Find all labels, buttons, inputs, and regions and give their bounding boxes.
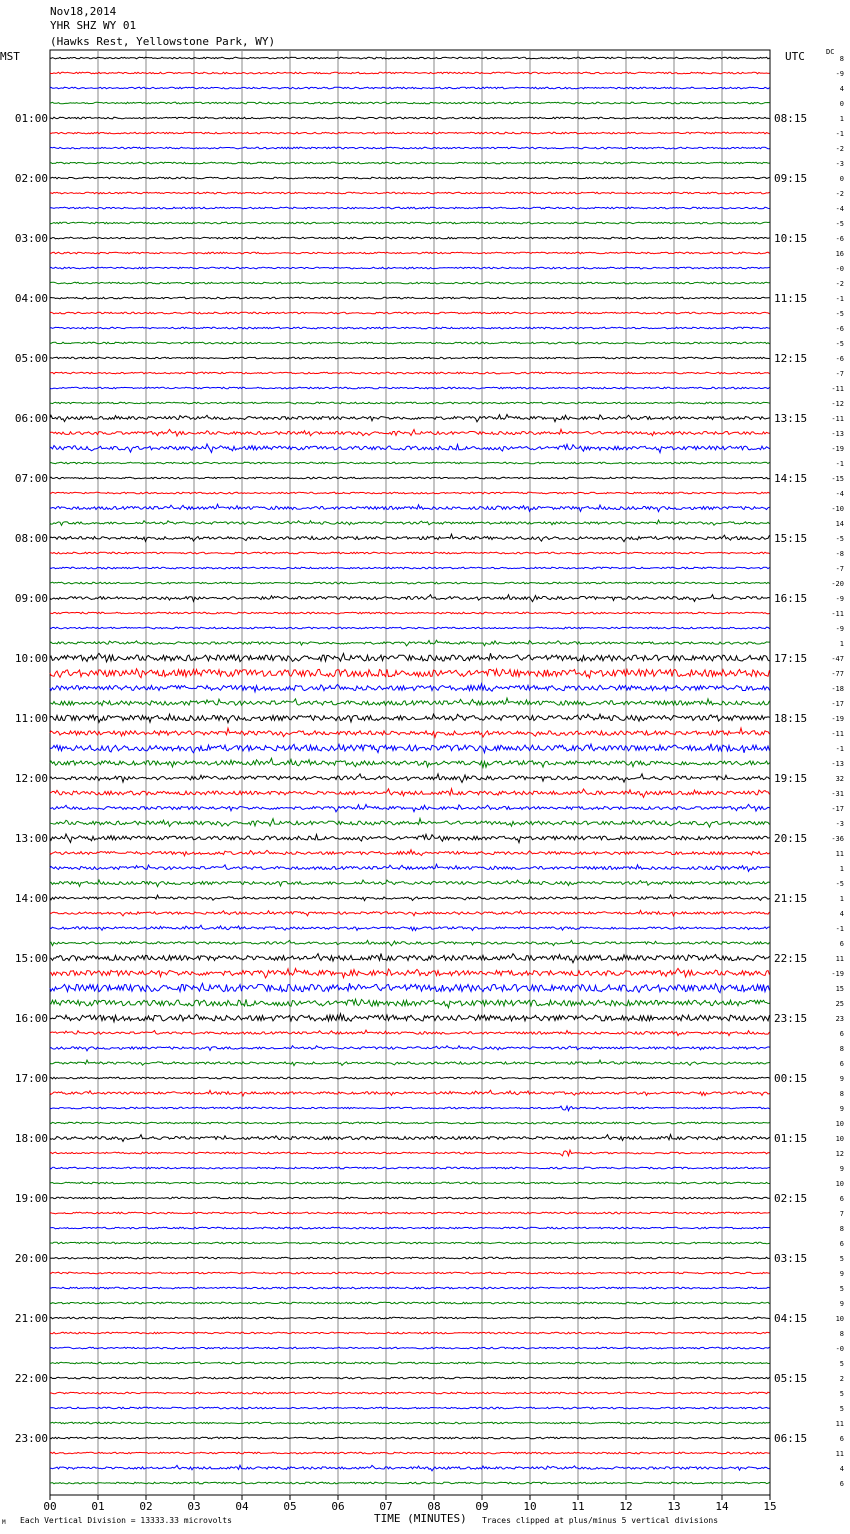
local-hour-label: 21:00 <box>14 1312 48 1325</box>
dc-offset-label: -20 <box>831 580 844 588</box>
dc-offset-label: 23 <box>835 1015 844 1023</box>
seismogram-trace <box>50 1347 770 1349</box>
dc-offset-label: 1 <box>839 640 844 648</box>
seismogram-trace <box>50 1046 770 1051</box>
utc-hour-label: 10:15 <box>774 232 808 245</box>
dc-offset-label: -19 <box>831 715 844 723</box>
dc-offset-label: 6 <box>839 1195 844 1203</box>
local-hour-label: 13:00 <box>14 832 48 845</box>
utc-hour-label: 18:15 <box>774 712 808 725</box>
dc-offset-label: 0 <box>839 175 844 183</box>
utc-hour-label: 13:15 <box>774 412 808 425</box>
dc-offset-label: 10 <box>835 1120 844 1128</box>
dc-offset-label: 6 <box>839 940 844 948</box>
dc-offset-label: -7 <box>835 565 844 573</box>
seismogram-trace <box>50 297 770 299</box>
utc-hour-label: 05:15 <box>774 1372 808 1385</box>
dc-offset-label: -1 <box>835 460 844 468</box>
seismogram-trace <box>50 1135 770 1142</box>
dc-offset-label: 9 <box>839 1075 844 1083</box>
seismogram-trace <box>50 1362 770 1364</box>
utc-hour-label: 04:15 <box>774 1312 808 1325</box>
dc-offset-label: -11 <box>831 415 844 423</box>
dc-offset-label: -5 <box>835 310 844 318</box>
seismogram-trace <box>50 222 770 224</box>
dc-offset-label: 10 <box>835 1180 844 1188</box>
seismogram-trace <box>50 414 770 421</box>
seismogram-trace <box>50 1437 770 1439</box>
x-tick-label: 06 <box>331 1500 345 1513</box>
dc-offset-label: -47 <box>831 655 844 663</box>
dc-offset-label: 8 <box>839 55 844 63</box>
seismogram-trace <box>50 477 770 479</box>
seismogram-trace <box>50 880 770 887</box>
seismogram-trace <box>50 968 770 978</box>
dc-offset-label: 8 <box>839 1225 844 1233</box>
local-hour-label: 10:00 <box>14 652 48 665</box>
dc-offset-label: -11 <box>831 610 844 618</box>
seismogram-trace <box>50 387 770 389</box>
seismogram-trace <box>50 1332 770 1334</box>
seismogram-trace <box>50 940 770 945</box>
seismogram-trace <box>50 534 770 542</box>
seismogram-trace <box>50 627 770 629</box>
x-tick-label: 01 <box>91 1500 105 1513</box>
dc-offset-label: 6 <box>839 1030 844 1038</box>
dc-offset-label: -6 <box>835 235 844 243</box>
seismogram-trace <box>50 1150 770 1156</box>
seismogram-trace <box>50 192 770 194</box>
dc-offset-label: -1 <box>835 745 844 753</box>
seismogram-trace <box>50 147 770 149</box>
dc-offset-header: DC <box>826 48 835 56</box>
x-tick-label: 12 <box>619 1500 633 1513</box>
dc-offset-label: 16 <box>835 250 844 258</box>
local-hour-label: 09:00 <box>14 592 48 605</box>
dc-offset-label: -5 <box>835 220 844 228</box>
seismogram-trace <box>50 372 770 374</box>
seismogram-trace <box>50 1227 770 1229</box>
x-tick-label: 10 <box>523 1500 537 1513</box>
dc-offset-label: -18 <box>831 685 844 693</box>
seismogram-trace <box>50 312 770 314</box>
seismogram-trace <box>50 72 770 74</box>
x-tick-label: 13 <box>667 1500 681 1513</box>
utc-hour-label: 17:15 <box>774 652 808 665</box>
utc-hour-label: 03:15 <box>774 1252 808 1265</box>
dc-offset-label: -77 <box>831 670 844 678</box>
dc-offset-label: 15 <box>835 985 844 993</box>
seismogram-trace <box>50 669 770 678</box>
local-hour-label: 23:00 <box>14 1432 48 1445</box>
seismogram-trace <box>50 925 770 930</box>
seismogram-trace <box>50 954 770 963</box>
dc-offset-label: -1 <box>835 925 844 933</box>
dc-offset-label: -3 <box>835 820 844 828</box>
dc-offset-label: -5 <box>835 880 844 888</box>
dc-offset-label: -8 <box>835 550 844 558</box>
seismogram-trace <box>50 910 770 916</box>
dc-offset-label: -7 <box>835 370 844 378</box>
dc-offset-label: 11 <box>835 850 844 858</box>
seismogram-trace <box>50 864 770 871</box>
dc-offset-label: -36 <box>831 835 844 843</box>
dc-offset-label: -0 <box>835 265 844 273</box>
dc-offset-label: -1 <box>835 130 844 138</box>
seismogram-trace <box>50 804 770 811</box>
seismogram-trace <box>50 612 770 614</box>
seismogram-trace <box>50 653 770 662</box>
plot-frame <box>50 50 770 1495</box>
seismogram-trace <box>50 117 770 119</box>
seismogram-trace <box>50 402 770 404</box>
dc-offset-label: 11 <box>835 1450 844 1458</box>
seismogram-trace <box>50 57 770 59</box>
utc-hour-label: 12:15 <box>774 352 808 365</box>
dc-offset-label: 32 <box>835 775 844 783</box>
seismogram-trace <box>50 132 770 134</box>
x-tick-label: 14 <box>715 1500 729 1513</box>
dc-offset-label: 9 <box>839 1270 844 1278</box>
seismogram-trace <box>50 1077 770 1079</box>
utc-hour-label: 23:15 <box>774 1012 808 1025</box>
dc-offset-label: 5 <box>839 1255 844 1263</box>
seismogram-trace <box>50 504 770 511</box>
seismogram-trace <box>50 444 770 453</box>
seismogram-trace <box>50 1422 770 1424</box>
seismogram-trace <box>50 1392 770 1394</box>
seismogram-trace <box>50 342 770 344</box>
dc-offset-label: 5 <box>839 1390 844 1398</box>
utc-hour-label: 20:15 <box>774 832 808 845</box>
dc-offset-label: 9 <box>839 1300 844 1308</box>
local-hour-label: 22:00 <box>14 1372 48 1385</box>
seismogram-trace <box>50 983 770 993</box>
utc-hour-label: 15:15 <box>774 532 808 545</box>
dc-offset-label: 5 <box>839 1405 844 1413</box>
seismogram-trace <box>50 999 770 1008</box>
seismogram-trace <box>50 1272 770 1274</box>
dc-offset-label: -11 <box>831 385 844 393</box>
dc-offset-label: 8 <box>839 1330 844 1338</box>
dc-offset-label: 10 <box>835 1135 844 1143</box>
local-hour-label: 11:00 <box>14 712 48 725</box>
utc-hour-label: 16:15 <box>774 592 808 605</box>
local-hour-label: 12:00 <box>14 772 48 785</box>
seismogram-trace <box>50 520 770 525</box>
x-tick-label: 00 <box>43 1500 57 1513</box>
local-hour-label: 07:00 <box>14 472 48 485</box>
seismogram-trace <box>50 237 770 239</box>
seismogram-trace <box>50 282 770 284</box>
local-hour-label: 19:00 <box>14 1192 48 1205</box>
seismogram-trace <box>50 728 770 737</box>
dc-offset-label: -1 <box>835 295 844 303</box>
local-hour-label: 03:00 <box>14 232 48 245</box>
dc-offset-label: -11 <box>831 730 844 738</box>
seismogram-trace <box>50 1407 770 1409</box>
local-hour-label: 15:00 <box>14 952 48 965</box>
seismogram-trace <box>50 1122 770 1124</box>
dc-offset-label: 5 <box>839 1285 844 1293</box>
utc-hour-label: 21:15 <box>774 892 808 905</box>
dc-offset-label: 6 <box>839 1435 844 1443</box>
clip-note: Traces clipped at plus/minus 5 vertical divisions <box>482 1516 719 1525</box>
seismogram-trace <box>50 87 770 89</box>
x-tick-label: 03 <box>187 1500 201 1513</box>
local-hour-label: 16:00 <box>14 1012 48 1025</box>
dc-offset-label: 6 <box>839 1060 844 1068</box>
x-tick-label: 15 <box>763 1500 777 1513</box>
dc-offset-label: 6 <box>839 1480 844 1488</box>
dc-offset-label: 25 <box>835 1000 844 1008</box>
dc-offset-label: -12 <box>831 400 844 408</box>
dc-offset-label: -9 <box>835 625 844 633</box>
seismogram-trace <box>50 252 770 254</box>
utc-hour-label: 09:15 <box>774 172 808 185</box>
dc-offset-label: -0 <box>835 1345 844 1353</box>
seismogram-trace <box>50 595 770 602</box>
local-hour-label: 05:00 <box>14 352 48 365</box>
dc-offset-label: 12 <box>835 1150 844 1158</box>
dc-offset-label: 1 <box>839 115 844 123</box>
x-tick-label: 02 <box>139 1500 153 1513</box>
dc-offset-label: 5 <box>839 1360 844 1368</box>
dc-offset-label: 7 <box>839 1210 844 1218</box>
seismogram-trace <box>50 267 770 269</box>
dc-offset-label: -6 <box>835 355 844 363</box>
seismogram-trace <box>50 1465 770 1471</box>
local-hour-label: 02:00 <box>14 172 48 185</box>
seismogram-trace <box>50 758 770 767</box>
dc-offset-label: 0 <box>839 100 844 108</box>
x-tick-label: 07 <box>379 1500 393 1513</box>
dc-offset-label: -5 <box>835 535 844 543</box>
seismogram-trace <box>50 1182 770 1184</box>
dc-offset-label: -10 <box>831 505 844 513</box>
seismogram-trace <box>50 1197 770 1199</box>
dc-offset-label: -31 <box>831 790 844 798</box>
seismogram-trace <box>50 582 770 584</box>
local-hour-label: 01:00 <box>14 112 48 125</box>
seismogram-trace <box>50 1014 770 1022</box>
dc-offset-label: -2 <box>835 145 844 153</box>
local-timezone-label: MST <box>0 50 20 63</box>
seismogram-trace <box>50 162 770 164</box>
local-hour-label: 08:00 <box>14 532 48 545</box>
utc-hour-label: 00:15 <box>774 1072 808 1085</box>
seismogram-trace <box>50 1212 770 1214</box>
seismogram-trace <box>50 640 770 646</box>
utc-hour-label: 06:15 <box>774 1432 808 1445</box>
seismogram-trace <box>50 1167 770 1169</box>
local-hour-label: 17:00 <box>14 1072 48 1085</box>
dc-offset-label: -2 <box>835 280 844 288</box>
dc-offset-label: -9 <box>835 595 844 603</box>
utc-timezone-label: UTC <box>785 50 805 63</box>
local-hour-label: 06:00 <box>14 412 48 425</box>
seismogram-trace <box>50 714 770 723</box>
dc-offset-label: -13 <box>831 430 844 438</box>
seismogram-trace <box>50 462 770 464</box>
seismogram-trace <box>50 102 770 104</box>
seismogram-trace <box>50 895 770 901</box>
x-tick-label: 08 <box>427 1500 441 1513</box>
dc-offset-label: 4 <box>839 85 844 93</box>
utc-hour-label: 01:15 <box>774 1132 808 1145</box>
seismogram-trace <box>50 552 770 554</box>
station-code: YHR SHZ WY 01 <box>50 19 137 32</box>
x-tick-label: 09 <box>475 1500 489 1513</box>
dc-offset-label: -19 <box>831 970 844 978</box>
dc-offset-label: 11 <box>835 955 844 963</box>
dc-offset-label: 2 <box>839 1375 844 1383</box>
seismogram-trace <box>50 834 770 843</box>
dc-offset-label: -6 <box>835 325 844 333</box>
seismogram-trace <box>50 357 770 359</box>
seismogram-trace <box>50 1060 770 1066</box>
local-hour-label: 20:00 <box>14 1252 48 1265</box>
dc-offset-label: -19 <box>831 445 844 453</box>
dc-offset-label: 8 <box>839 1090 844 1098</box>
dc-offset-label: -2 <box>835 190 844 198</box>
seismogram-trace <box>50 1287 770 1289</box>
local-hour-label: 18:00 <box>14 1132 48 1145</box>
dc-offset-label: 1 <box>839 865 844 873</box>
local-hour-label: 14:00 <box>14 892 48 905</box>
seismogram-trace <box>50 789 770 798</box>
seismogram-trace <box>50 1030 770 1036</box>
dc-offset-label: 6 <box>839 1240 844 1248</box>
dc-offset-label: -9 <box>835 70 844 78</box>
utc-hour-label: 19:15 <box>774 772 808 785</box>
dc-offset-label: -3 <box>835 160 844 168</box>
dc-offset-label: 9 <box>839 1105 844 1113</box>
dc-offset-label: 10 <box>835 1315 844 1323</box>
seismogram-trace <box>50 1242 770 1244</box>
utc-hour-label: 08:15 <box>774 112 808 125</box>
dc-offset-label: 8 <box>839 1045 844 1053</box>
seismogram-trace <box>50 1452 770 1454</box>
x-axis-label: TIME (MINUTES) <box>374 1512 467 1525</box>
dc-offset-label: -5 <box>835 340 844 348</box>
seismogram-trace <box>50 429 770 436</box>
seismogram-trace <box>50 207 770 209</box>
seismogram-trace <box>50 567 770 569</box>
seismogram-trace <box>50 684 770 692</box>
dc-offset-label: 11 <box>835 1420 844 1428</box>
utc-hour-label: 11:15 <box>774 292 808 305</box>
dc-offset-label: 4 <box>839 1465 844 1473</box>
seismogram-trace <box>50 774 770 783</box>
dc-offset-label: -4 <box>835 490 844 498</box>
seismogram-trace <box>50 1302 770 1304</box>
utc-hour-label: 14:15 <box>774 472 808 485</box>
dc-offset-label: -17 <box>831 700 844 708</box>
x-tick-label: 05 <box>283 1500 297 1513</box>
dc-offset-label: 1 <box>839 895 844 903</box>
dc-offset-label: -17 <box>831 805 844 813</box>
station-location: (Hawks Rest, Yellowstone Park, WY) <box>50 35 276 48</box>
seismogram-trace <box>50 492 770 494</box>
utc-hour-label: 02:15 <box>774 1192 808 1205</box>
scale-note: Each Vertical Division = 13333.33 microvolts <box>20 1516 232 1525</box>
x-tick-label: 04 <box>235 1500 249 1513</box>
seismogram-trace <box>50 744 770 753</box>
x-tick-label: 11 <box>571 1500 585 1513</box>
dc-offset-label: -4 <box>835 205 844 213</box>
seismogram-trace <box>50 177 770 179</box>
dc-offset-label: -15 <box>831 475 844 483</box>
seismogram-trace <box>50 819 770 828</box>
seismogram-trace <box>50 1257 770 1259</box>
local-hour-label: 04:00 <box>14 292 48 305</box>
seismogram-trace <box>50 1090 770 1096</box>
seismogram-trace <box>50 1106 770 1111</box>
dc-offset-label: -13 <box>831 760 844 768</box>
seismogram-trace <box>50 327 770 329</box>
corner-mark: M <box>2 1519 6 1526</box>
dc-offset-label: 14 <box>835 520 844 528</box>
seismogram-trace <box>50 1317 770 1319</box>
seismogram-trace <box>50 698 770 706</box>
chart-date: Nov18,2014 <box>50 5 117 18</box>
utc-hour-label: 22:15 <box>774 952 808 965</box>
seismogram-trace <box>50 1482 770 1484</box>
dc-offset-label: 9 <box>839 1165 844 1173</box>
seismogram-trace <box>50 1377 770 1379</box>
seismogram-trace <box>50 850 770 856</box>
dc-offset-label: 4 <box>839 910 844 918</box>
